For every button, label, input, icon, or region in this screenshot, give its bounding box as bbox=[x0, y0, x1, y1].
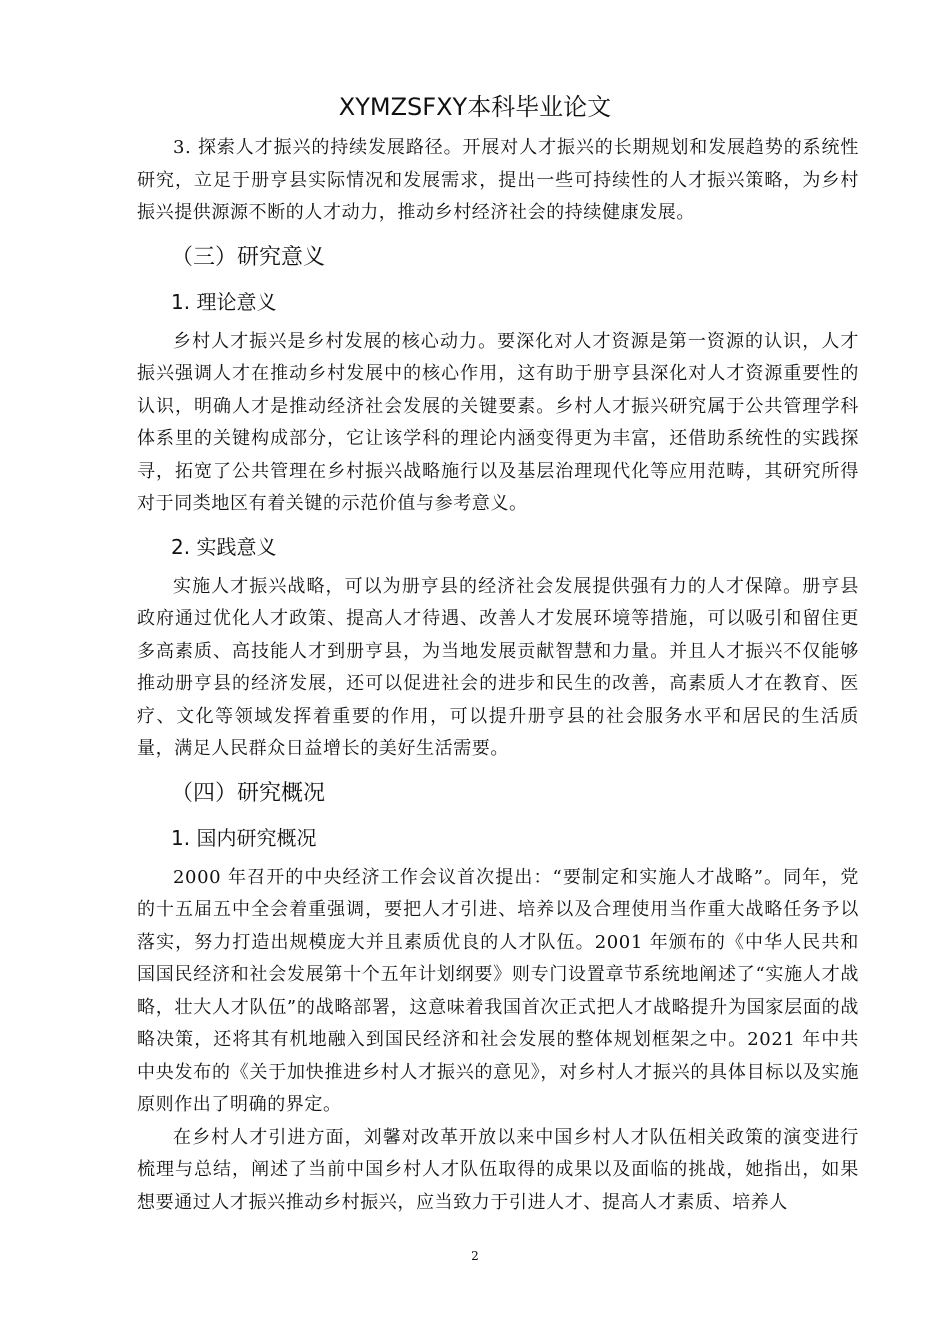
subheading-practical-significance: 2. 实践意义 bbox=[171, 534, 277, 559]
section-heading-overview: （四）研究概况 bbox=[171, 780, 326, 806]
page-number: 2 bbox=[471, 1249, 479, 1263]
paragraph-domestic-overview-2: 在乡村人才引进方面，刘馨对改革开放以来中国乡村人才队伍相关政策的演变进行梳理与总结，阐述了当前中国乡村人才队伍取得的成果以及面临的挑战，她指出，如果想要通过人才振兴推动乡村振兴，应当致力于引进人才、提高人才素质、培养人 bbox=[137, 1126, 859, 1213]
paragraph-theoretical-significance: 乡村人才振兴是乡村发展的核心动力。要深化对人才资源是第一资源的认识，人才振兴强调人才在推动乡村发展中的核心作用，这有助于册亨县深化对人才资源重要性的认识，明确人才是推动经济社会发展的关键要素。乡村人才振兴研究属于公共管理学科体系里的关键构成部分，它让该学科的理论内涵变得更为丰富，还借助系统性的实践探寻，拓宽了公共管理在乡村振兴战略施行以及基层治理现代化等应用范畴，其研究所得对于同类地区有着关键的示范价值与参考意义。 bbox=[137, 330, 859, 514]
subheading-theoretical-significance: 1. 理论意义 bbox=[171, 289, 277, 314]
paragraph-practical-significance: 实施人才振兴战略，可以为册亨县的经济社会发展提供强有力的人才保障。册亨县政府通过优化人才政策、提高人才待遇、改善人才发展环境等措施，可以吸引和留住更多高素质、高技能人才到册亨县，为当地发展贡献智慧和力量。并且人才振兴不仅能够推动册亨县的经济发展，还可以促进社会的进步和民生的改善，高素质人才在教育、医疗、文化等领域发挥着重要的作用，可以提升册亨县的社会服务水平和居民的生活质量，满足人民群众日益增长的美好生活需要。 bbox=[137, 575, 859, 759]
section-heading-significance: （三）研究意义 bbox=[171, 244, 326, 270]
paragraph-domestic-overview-1: 2000 年召开的中央经济工作会议首次提出：“要制定和实施人才战略”。同年，党的十五届五中全会着重强调，要把人才引进、培养以及合理使用当作重大战略任务予以落实，努力打造出规模庞大并且素质优良的人才队伍。2001 年颁布的《中华人民共和国国民经济和社会发展第十个五年计划纲要》则专门设置章节系统地阐述了“实施人才战略，壮大人才队伍”的战略部署，这意味着我国首次正式把人才战略提升为国家层面的战略决策，还将其有机地融入到国民经济和社会发展的整体规划框架之中。2021 年中共中央发布的《关于加快推进乡村人才振兴的意见》，对乡村人才振兴的具体目标以及实施原则作出了明确的界定。 bbox=[137, 866, 859, 1115]
page-header-title: XYMZSFXY本科毕业论文 bbox=[338, 93, 612, 121]
subheading-domestic-overview: 1. 国内研究概况 bbox=[171, 825, 317, 850]
document-body bbox=[137, 132, 859, 1219]
paragraph-research-objective-3: 3. 探索人才振兴的持续发展路径。开展对人才振兴的长期规划和发展趋势的系统性研究，立足于册亨县实际情况和发展需求，提出一些可持续性的人才振兴策略，为乡村振兴提供源源不断的人才动力，推动乡村经济社会的持续健康发展。 bbox=[137, 137, 859, 223]
